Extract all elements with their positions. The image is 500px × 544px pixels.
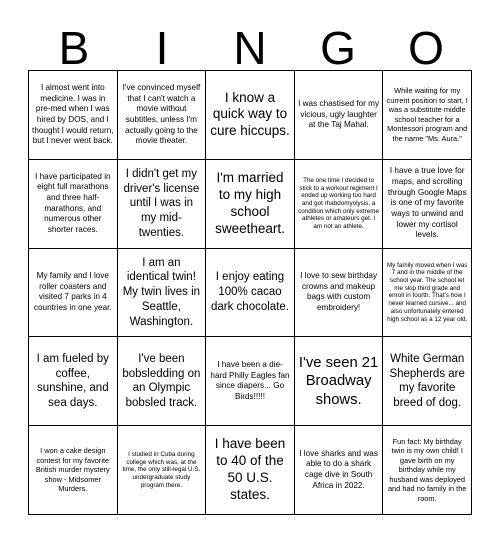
square-text: I've seen 21 Broadway shows. [298,354,379,408]
square-text: I was chastised for my vicious, ugly laughter at the Taj Mahal. [298,98,380,130]
bingo-square[interactable] [206,71,295,160]
header-letter-b: B [58,22,90,74]
bingo-card-grid [28,70,472,515]
square-text: I have participated in eight full marathons and three half-marathons, and numerous other shorter races. [35,171,111,234]
bingo-square[interactable] [29,426,118,515]
bingo-square[interactable] [383,71,472,160]
bingo-square[interactable] [118,71,207,160]
square-text: I didn't get my driver's license until I was in my mid-twenties. [123,167,200,239]
square-text: I am fueled by coffee, sunshine, and sea days. [36,352,109,409]
square-text: I am an identical twin! My twin lives in Seattle, Washington. [122,256,201,328]
square-text: I have been a die-hard Philly Eagles fan since diapers... Go Birds!!!!! [210,359,290,401]
header-letter-i: I [155,22,169,74]
header-letter-g: G [320,22,356,74]
bingo-square[interactable] [118,337,207,426]
bingo-square[interactable] [29,249,118,338]
square-text: I studied in Cuba during college which was, at the time, the only still-legal U.S. undergraduate study program there. [122,450,201,489]
square-text: I've been bobsledding on an Olympic bobsled track. [122,352,201,409]
bingo-square[interactable] [118,160,207,249]
square-text: I have been to 40 of the 50 U.S. states. [214,436,286,502]
bingo-square[interactable] [295,160,384,249]
header-letter-n: N [233,22,267,74]
bingo-square[interactable] [383,249,472,338]
square-text: I won a cake design contest for my favorite British murder mystery show - Midsomer Murders. [35,446,110,494]
bingo-square[interactable] [29,337,118,426]
square-text: The one time I decided to stick to a workout regiment I ended up working too hard and got rhabdomyolysis, a condition which only extreme athletes or amateurs get. I am not an athlete. [298,176,380,230]
bingo-square[interactable] [118,249,207,338]
bingo-square[interactable] [206,160,295,249]
square-text: I've convinced myself that I can't watch a movie without subtitles, unless I'm actually going to the movie theater. [122,82,201,146]
bingo-square[interactable] [206,249,295,338]
bingo-square[interactable] [383,160,472,249]
square-text: I have a true love for maps, and scrolling through Google Maps is one of my favorite ways to unwind and lower my cortisol levels. [387,166,467,240]
bingo-header [30,22,470,74]
bingo-square[interactable] [206,337,295,426]
header-letter-o: O [408,22,444,74]
square-text: I enjoy eating 100% cacao dark chocolate. [210,271,289,313]
bingo-square[interactable] [383,337,472,426]
square-text: White German Shepherds are my favorite breed of dog. [389,352,465,409]
bingo-square[interactable] [295,337,384,426]
bingo-square[interactable] [29,71,118,160]
square-text: I know a quick way to cure hiccups. [210,89,290,139]
bingo-square[interactable] [295,71,384,160]
square-text: While waiting for my current position to start, I was a substitute middle school teacher for a Montessori program and the name "Ms. Aura." [386,86,468,143]
square-text: Fun fact: My birthday twin is my own child! I gave birth on my birthday while my husband was deployed and had no family in the room. [387,436,467,503]
square-text: My family moved when I was 7 and in the middle of the school year. The school let me skip third grade and enroll in fourth. That's how I never learned cursive... and also unfortunately entered high school as a 12 year old. [386,261,468,323]
square-text: I'm married to my high school sweetheart. [215,169,285,236]
bingo-square[interactable] [295,426,384,515]
bingo-square[interactable] [206,426,295,515]
square-text: My family and I love roller coasters and visited 7 parks in 4 countries in one year. [33,271,112,313]
square-text: I love sharks and was able to do a shark cage dive in South Africa in 2022. [299,448,378,490]
square-text: I almost went into medicine. I was in pre-med when I was hired by DOS, and I thought I would return, but I never went back. [32,82,114,146]
bingo-square[interactable] [29,160,118,249]
square-text: I love to sew birthday crowns and makeup bags with custom embroidery! [300,271,378,313]
bingo-square[interactable] [118,426,207,515]
bingo-square[interactable] [295,249,384,338]
bingo-square[interactable] [383,426,472,515]
